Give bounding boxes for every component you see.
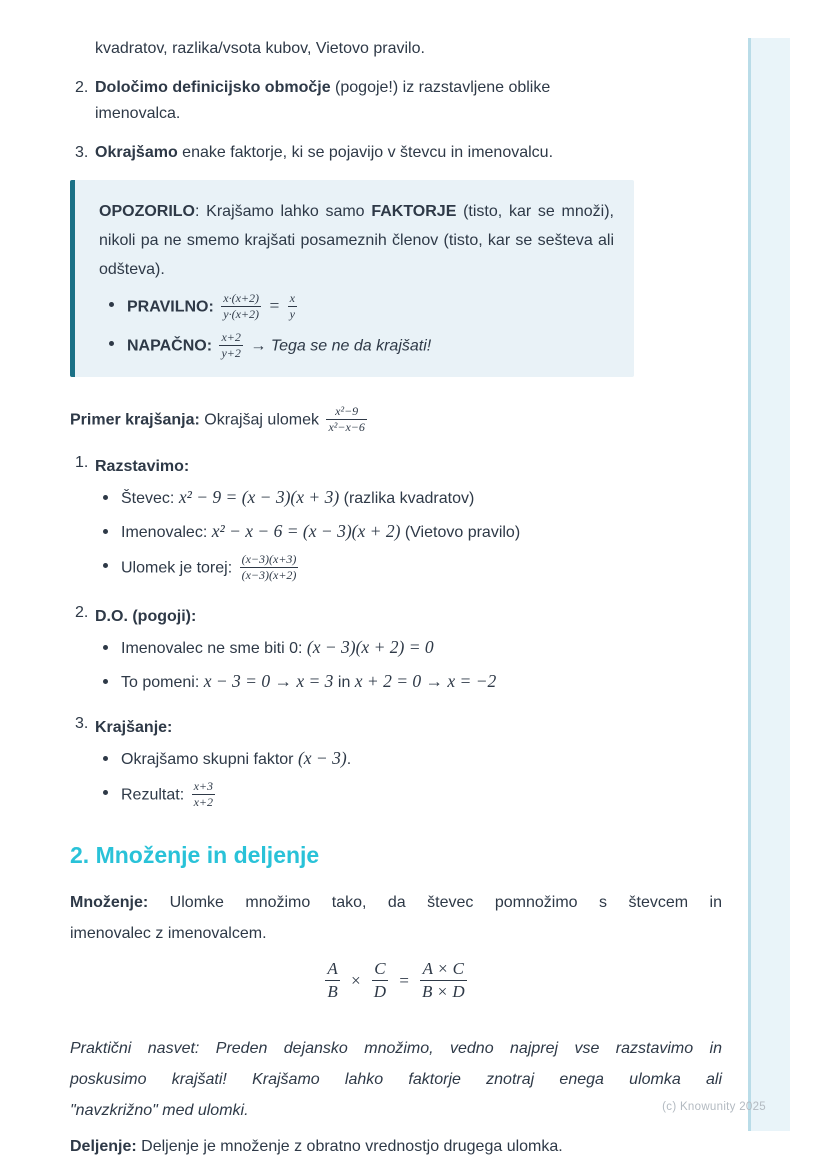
advice-paragraph: Praktični nasvet: Preden dejansko množimo, vedno najprej vse razstavimo in poskusimo krajšati! Krajšamo lahko faktorje znotraj enega ulomka ali "navzkrižno" med ulomki. [70, 1040, 722, 1119]
section-heading: 2. Množenje in deljenje [70, 842, 320, 868]
fraction: $\frac{x\cdot(x+2)}{y\cdot(x+2)}$ [223, 291, 260, 321]
bullet-icon [109, 341, 114, 346]
warning-paragraph: OPOZORILO: Krajšamo lahko samo FAKTORJE (tisto, kar se množi), nikoli pa ne smemo krajšati posameznih členov (tisto, kar se sešteva ali odšteva). [99, 203, 614, 278]
copyright-notice: (c) Knowunity 2025 [662, 1101, 766, 1113]
step-title: Razstavimo: [95, 458, 190, 475]
step-bullet: Rezultat: $\frac{x+3}{x+2}$ [95, 780, 722, 811]
example-lead: Primer krajšanja: Okrajšaj ulomek $\frac{\text{x²−9}}{\text{x²−x−6}}$ [70, 404, 365, 434]
fraction: $\frac{(x-3)(x+3)}{(x-3)(x+2)}$ [241, 552, 297, 582]
bullet-icon [103, 679, 108, 684]
item-number: 2. [75, 79, 89, 96]
document-content [70, 36, 722, 1162]
deljenje-paragraph: Deljenje: Deljenje je množenje z obratno vrednostjo drugega ulomka. [70, 1138, 563, 1155]
step-bullet: Števec: x² − 9 = (x − 3)(x + 3) (razlika kvadratov) [95, 485, 722, 511]
list-item-1-continuation: kvadratov, razlika/vsota kubov, Vietovo pravilo. [95, 40, 425, 57]
fraction: $\frac{A}{B}$ [327, 959, 338, 1001]
step-title: D.O. (pogoji): [95, 608, 197, 625]
item-text: Določimo definicijsko območje (pogoje!) iz razstavljene oblike imenovalca. [95, 79, 551, 122]
fraction: $\frac{\text{x²−9}}{\text{x²−x−6}}$ [328, 404, 365, 434]
item-text: Okrajšamo enake faktorje, ki se pojavijo v števcu in imenovalcu. [95, 144, 554, 161]
step-bullet: To pomeni: x − 3 = 0 → x = 3 in x + 2 = 0 → x = −2 [95, 669, 722, 695]
step-krajsanje [70, 715, 722, 819]
step-number: 1. [75, 454, 89, 471]
mnozenje-paragraph: Množenje: Ulomke množimo tako, da števec pomnožimo s števcem in imenovalec z imenovalcem. [70, 894, 722, 942]
bullet-icon [109, 302, 114, 307]
warning-callout [70, 180, 634, 377]
page-edge-highlight-bar [748, 38, 790, 1131]
fraction: $\frac{x+2}{y+2}$ [221, 330, 241, 360]
bullet-icon [103, 495, 108, 500]
fraction: $\frac{x}{y}$ [289, 291, 295, 321]
fraction: $\frac{x+3}{x+2}$ [193, 779, 214, 809]
bullet-icon [103, 563, 108, 568]
warning-bullet-pravilno: PRAVILNO: $\frac{x\cdot(x+2)}{y\cdot(x+2)}$ = $\frac{x}{y}$ [99, 292, 614, 323]
step-bullet: Imenovalec: x² − x − 6 = (x − 3)(x + 2) (Vietovo pravilo) [95, 519, 722, 545]
bullet-icon [103, 790, 108, 795]
step-number: 2. [75, 604, 89, 621]
multiplication-formula: $\frac{A}{B}$ × $\frac{C}{D}$ = $\frac{A \times C}{B \times D}$ [327, 959, 465, 1001]
step-bullet: Okrajšamo skupni faktor (x − 3). [95, 746, 722, 772]
step-bullet: Imenovalec ne sme biti 0: (x − 3)(x + 2) = 0 [95, 635, 722, 661]
step-number: 3. [75, 715, 89, 732]
numbered-item-3 [70, 140, 722, 166]
step-title: Krajšanje: [95, 719, 173, 736]
warning-bullet-napacno: NAPAČNO: $\frac{x+2}{y+2}$ → Tega se ne da krajšati! [99, 331, 614, 362]
fraction: $\frac{A \times C}{B \times D}$ [422, 959, 465, 1001]
example-steps [70, 454, 722, 819]
bullet-icon [103, 645, 108, 650]
step-bullet: Ulomek je torej: $\frac{(x-3)(x+3)}{(x-3)(x+2)}$ [95, 553, 722, 584]
step-razstavimo [70, 454, 722, 592]
fraction: $\frac{C}{D}$ [373, 959, 387, 1001]
numbered-item-2 [70, 75, 722, 127]
item-number: 3. [75, 144, 89, 161]
bullet-icon [103, 529, 108, 534]
bullet-icon [103, 756, 108, 761]
step-do-pogoji [70, 604, 722, 703]
